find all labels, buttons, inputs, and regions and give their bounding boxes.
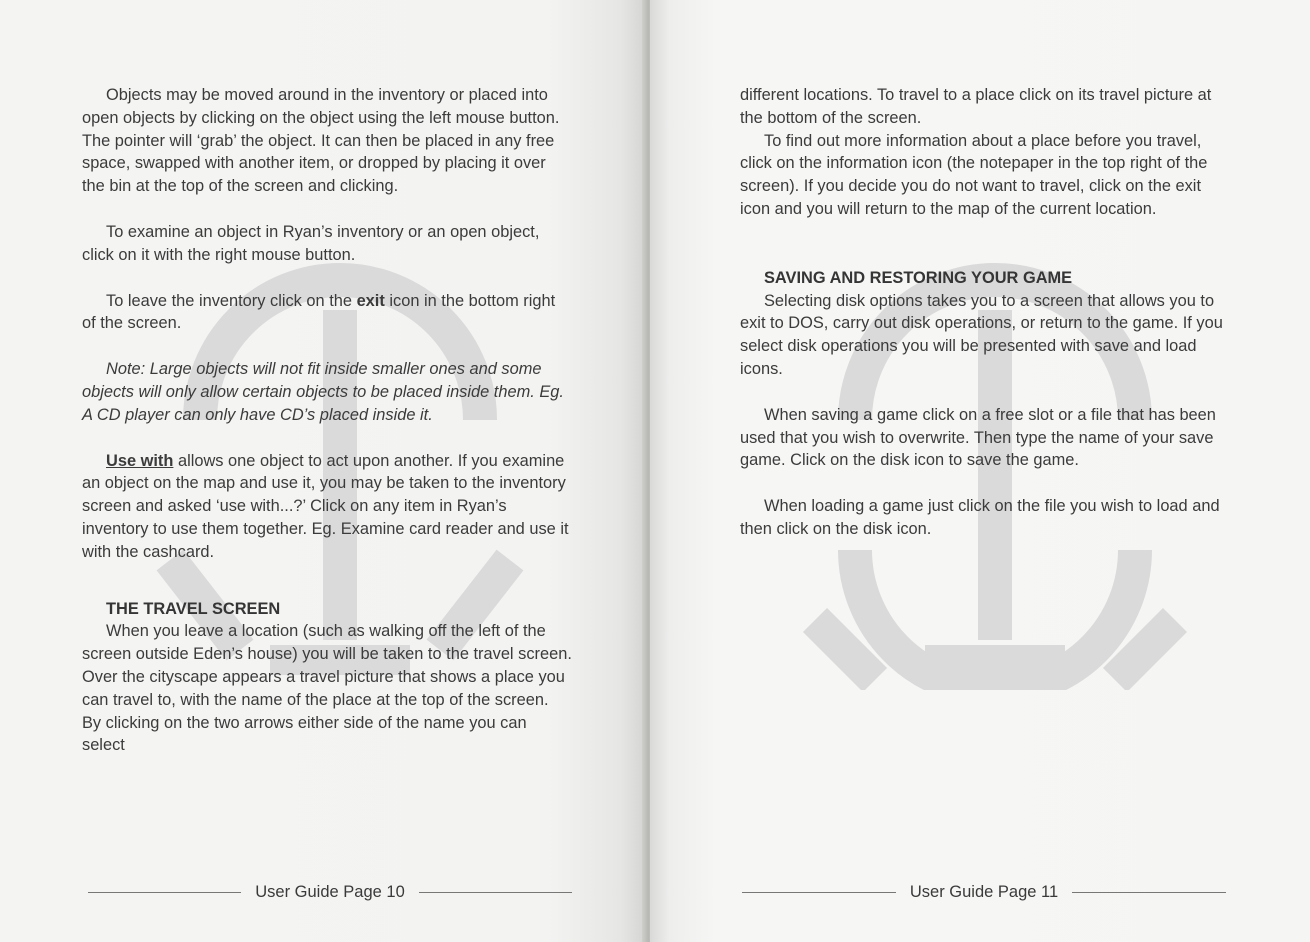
left-text-column (82, 84, 572, 757)
page-number-label: User Guide Page 11 (909, 882, 1059, 901)
exit-term: exit (356, 291, 385, 310)
footer-rule (742, 892, 896, 893)
page-number-label: User Guide Page 10 (255, 882, 405, 901)
use-with-text: allows one object to act upon another. If you examine an object on the map and use it, you may be taken to the inventory screen and asked ‘use with...?’ Click on any item in Ryan’s inventory to use them together. Eg. Examine card reader and use it with the cashcard. (82, 451, 569, 561)
paragraph-travel-continued: different locations. To travel to a place click on its travel picture at the bottom of the screen. (740, 86, 1212, 127)
heading-travel-screen: THE TRAVEL SCREEN (106, 599, 281, 618)
paragraph-saving-game: When saving a game click on a free slot or a file that has been used that you wish to overwrite. Then type the name of your save game. Click on the disk icon to save the game. (740, 405, 1216, 470)
footer-rule (88, 892, 241, 893)
right-page (650, 0, 1310, 942)
paragraph-loading-game: When loading a game just click on the file you wish to load and then click on the disk icon. (740, 497, 1220, 538)
paragraph-disk-options: Selecting disk options takes you to a screen that allows you to exit to DOS, carry out disk operations, or return to the game. If you select disk operations you will be presented with save and load icons. (740, 291, 1223, 378)
paragraph-more-info: To find out more information about a place before you travel, click on the information icon (the notepaper in the top right of the screen). If you decide you do not want to travel, click on the exit icon and you will return to the map of the current location. (740, 131, 1208, 218)
paragraph-leave-inventory (82, 290, 572, 336)
leave-inventory-text-b: icon in the bottom right of the screen. (82, 291, 556, 333)
footer-left (88, 880, 572, 904)
paragraph-move-objects: Objects may be moved around in the inventory or placed into open objects by clicking on the object using the left mouse button. The pointer will ‘grab’ the object. It can then be placed in any free space, swapped with another item, or dropped by placing it over the bin at the top of the screen and clicking. (82, 86, 560, 196)
use-with-term: Use with (106, 451, 174, 470)
leave-inventory-text-a: To leave the inventory click on the (106, 291, 357, 310)
left-page (0, 0, 646, 942)
right-text-column (740, 84, 1230, 541)
paragraph-use-with (82, 450, 572, 564)
paragraph-note: Note: Large objects will not fit inside smaller ones and some objects will only allow certain objects to be placed inside them. Eg. A CD player can only have CD’s placed inside it. (82, 360, 564, 424)
paragraph-examine-object: To examine an object in Ryan’s inventory or an open object, click on it with the right mouse button. (82, 222, 540, 264)
footer-right (742, 880, 1226, 904)
footer-rule (1072, 892, 1226, 893)
heading-saving-restoring: SAVING AND RESTORING YOUR GAME (764, 268, 1073, 287)
footer-rule (419, 892, 572, 893)
paragraph-travel-screen: When you leave a location (such as walking off the left of the screen outside Eden’s house) you will be taken to the travel screen. Over the cityscape appears a travel picture that shows a place you can travel to, with the name of the place at the top of the screen. By clicking on the two arrows either side of the name you can select (82, 622, 572, 755)
